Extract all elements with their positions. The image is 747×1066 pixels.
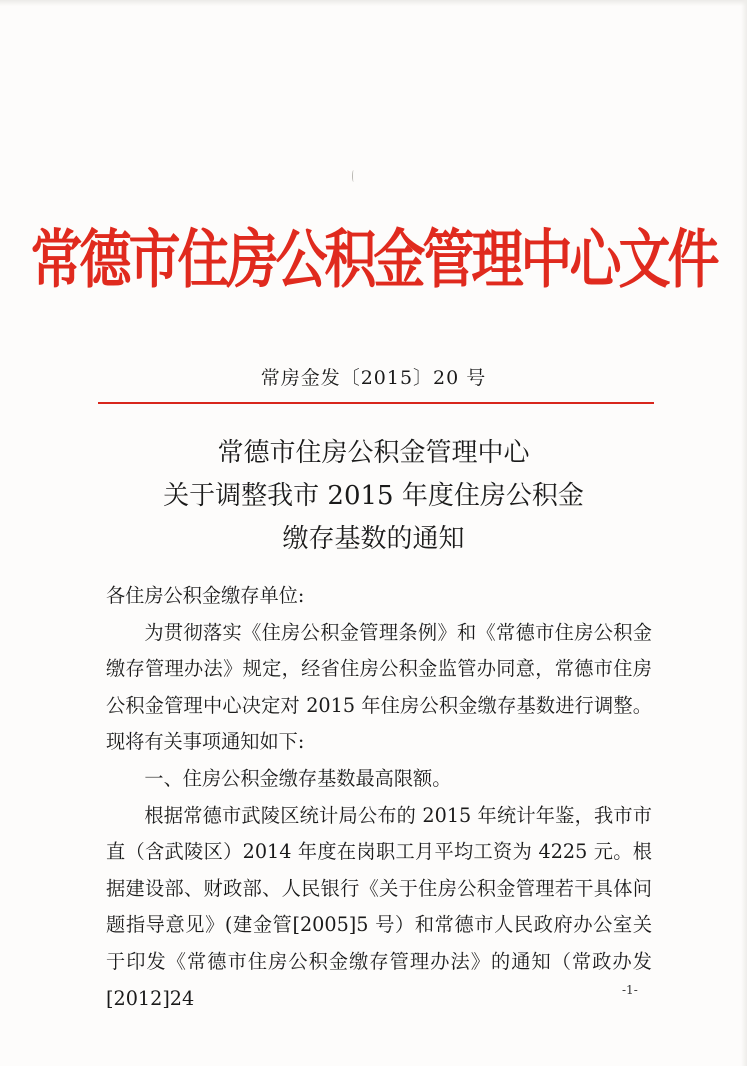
title-line: 常德市住房公积金管理中心: [217, 438, 530, 468]
red-divider-rule: [98, 402, 654, 404]
section-heading: 一、住房公积金缴存基数最高限额。: [144, 766, 452, 790]
title-line: 缴存基数的通知: [282, 524, 465, 554]
title-line: 关于调整我市 2015 年度住房公积金: [163, 481, 584, 511]
page-number: -1-: [622, 983, 638, 997]
document-number: 常房金发〔2015〕20 号: [260, 367, 487, 389]
salutation: 各住房公积金缴存单位:: [106, 584, 305, 607]
body-paragraph: 根据常德市武陵区统计局公布的 2015 年统计年鉴，我市市直（含武陵区）2014 年度在岗职工月平均工资为 4225 元。根据建设部、财政部、人民银行《关于住房公积金管理若干具体问题指导意见》(建金管[2005]5 号）和常德市人民政府办公室关于印发《常德市住房公积金缴存管理办法》的通知（常政办发[2012]24: [106, 803, 652, 1010]
scan-speck: [352, 170, 355, 182]
body-paragraph: 为贯彻落实《住房公积金管理条例》和《常德市住房公积金缴存管理办法》规定，经省住房公积金监管办同意，常德市住房公积金管理中心决定对 2015 年住房公积金缴存基数进行调整。现将有关事项通知如下:: [106, 620, 652, 754]
masthead-title: 常德市住房公积金管理中心文件: [30, 224, 717, 298]
notice-body: [106, 578, 652, 1017]
notice-title: [0, 432, 747, 561]
scan-edge-top: [0, 0, 747, 6]
